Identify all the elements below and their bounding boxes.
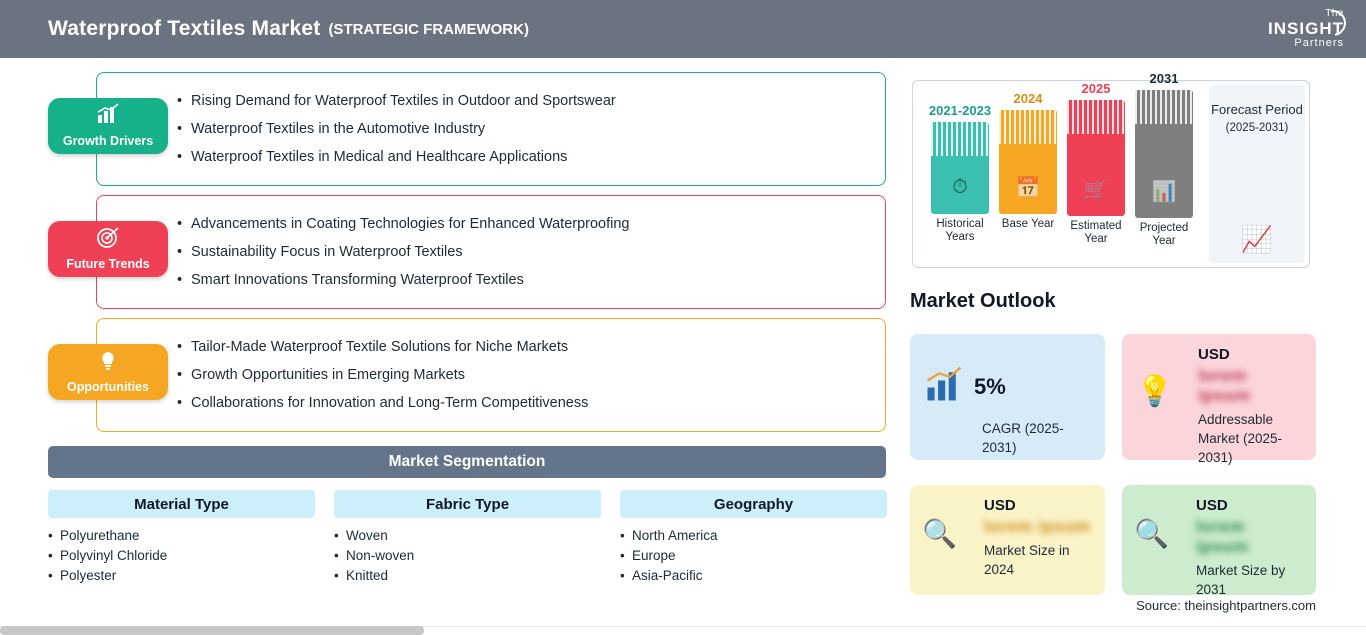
growth-drivers-pill[interactable] bbox=[48, 98, 168, 154]
year-column-estimated bbox=[1063, 81, 1129, 246]
history-clock-icon: ⏱ bbox=[952, 175, 968, 198]
forecast-range: (2025-2031) bbox=[1225, 122, 1289, 134]
bar-stripes bbox=[931, 122, 989, 156]
bottom-strip bbox=[0, 626, 1366, 635]
year-label: 2021-2023 bbox=[928, 103, 992, 118]
year-caption: Historical Years bbox=[936, 218, 984, 243]
logo-line-3: Partners bbox=[1294, 37, 1344, 49]
segment-items bbox=[620, 526, 887, 586]
list-item: • Knitted bbox=[334, 566, 601, 586]
list-item: • Woven bbox=[334, 526, 601, 546]
projection-chart-icon: 📊 bbox=[1151, 180, 1177, 203]
cagr-caption: CAGR (2025-2031) bbox=[982, 421, 1064, 455]
bar-chart-icon bbox=[924, 364, 964, 409]
year-column-base bbox=[995, 91, 1061, 231]
bar-stripes bbox=[1067, 100, 1125, 134]
opportunities-pill-label: Opportunities bbox=[67, 380, 149, 394]
logo-line-1: The bbox=[1325, 8, 1344, 19]
lightbulb-dollar-icon: 💡 bbox=[1136, 375, 1174, 408]
list-item: • Tailor-Made Waterproof Textile Solutions for Niche Markets bbox=[177, 333, 885, 361]
cagr-value: 5% bbox=[974, 373, 1006, 399]
blurred-value: lorem ipsum bbox=[984, 517, 1091, 536]
card-caption: Addressable Market (2025-2031) bbox=[1198, 412, 1283, 465]
bar-chart-growth-icon bbox=[95, 102, 121, 126]
year-label: 2025 bbox=[1081, 81, 1111, 96]
forecast-title: Forecast Period bbox=[1211, 102, 1303, 117]
bar-stripes bbox=[1135, 90, 1193, 124]
forecast-period-box bbox=[1209, 85, 1305, 263]
list-item: • Rising Demand for Waterproof Textiles in Outdoor and Sportswear bbox=[177, 87, 885, 115]
source-label: Source: theinsightpartners.com bbox=[1136, 598, 1316, 613]
future-trends-list bbox=[97, 196, 885, 308]
year-caption: Estimated Year bbox=[1070, 220, 1122, 245]
page-title: Waterproof Textiles Market bbox=[48, 17, 321, 40]
market-outlook-title: Market Outlook bbox=[910, 290, 1056, 312]
list-item: • North America bbox=[620, 526, 887, 546]
cart-chart-icon: 🛒 bbox=[1083, 178, 1109, 201]
opportunities-pill[interactable] bbox=[48, 344, 168, 400]
currency-label: USD bbox=[1198, 346, 1230, 363]
opportunities-list bbox=[97, 319, 885, 431]
analytics-people-icon: 📈 bbox=[1240, 224, 1274, 254]
year-bar bbox=[999, 110, 1057, 214]
list-item: • Polyvinyl Chloride bbox=[48, 546, 315, 566]
year-caption: Base Year bbox=[1001, 218, 1055, 230]
list-item: • Europe bbox=[620, 546, 887, 566]
company-logo bbox=[1214, 8, 1344, 52]
addressable-market-card bbox=[1122, 334, 1316, 465]
list-item: • Growth Opportunities in Emerging Markets bbox=[177, 361, 885, 389]
future-trends-pill-label: Future Trends bbox=[66, 257, 150, 271]
list-item: • Non-woven bbox=[334, 546, 601, 566]
horizontal-scrollbar[interactable] bbox=[0, 626, 424, 635]
year-column-historical bbox=[927, 103, 993, 244]
segmentation-column-geography bbox=[620, 490, 887, 586]
segment-title: Fabric Type bbox=[334, 490, 601, 518]
segmentation-column-fabric-type bbox=[334, 490, 601, 586]
segment-items bbox=[334, 526, 601, 586]
list-item: • Asia-Pacific bbox=[620, 566, 887, 586]
year-caption: Projected Year bbox=[1139, 222, 1189, 247]
growth-drivers-pill-label: Growth Drivers bbox=[62, 134, 154, 148]
segment-items bbox=[48, 526, 315, 586]
year-bar bbox=[931, 122, 989, 214]
list-item: • Smart Innovations Transforming Waterproof Textiles bbox=[177, 266, 885, 294]
page-header bbox=[0, 0, 1366, 58]
list-item: • Waterproof Textiles in Medical and Healthcare Applications bbox=[177, 143, 885, 171]
list-item: • Advancements in Coating Technologies for Enhanced Waterproofing bbox=[177, 210, 885, 238]
growth-drivers-list bbox=[97, 73, 885, 185]
list-item: • Collaborations for Innovation and Long-Term Competitiveness bbox=[177, 389, 885, 417]
list-item: • Polyester bbox=[48, 566, 315, 586]
market-size-2031-card bbox=[1122, 485, 1316, 595]
year-bar bbox=[1135, 90, 1193, 218]
market-size-2024-card bbox=[910, 485, 1105, 595]
year-column-projected bbox=[1131, 71, 1197, 248]
market-segmentation-header: Market Segmentation bbox=[48, 446, 886, 478]
segment-title: Material Type bbox=[48, 490, 315, 518]
list-item: • Sustainability Focus in Waterproof Textiles bbox=[177, 238, 885, 266]
magnifier-growth-icon: 🔍 bbox=[1134, 518, 1169, 549]
list-item: • Waterproof Textiles in the Automotive Industry bbox=[177, 115, 885, 143]
logo-line-2: INSIGHT bbox=[1268, 19, 1344, 38]
blurred-value: lorem ipsum bbox=[1198, 366, 1251, 405]
year-label: 2031 bbox=[1149, 71, 1179, 86]
year-bar bbox=[1067, 100, 1125, 216]
lightbulb-idea-icon bbox=[95, 348, 121, 372]
magnifier-dollar-icon: 🔍 bbox=[922, 518, 957, 549]
blurred-value: lorem ipsum bbox=[1196, 517, 1249, 556]
cagr-card bbox=[910, 334, 1105, 460]
currency-label: USD bbox=[1196, 497, 1228, 514]
year-label: 2024 bbox=[1013, 91, 1043, 106]
future-trends-block bbox=[96, 195, 886, 309]
growth-drivers-block bbox=[96, 72, 886, 186]
page-subtitle: (STRATEGIC FRAMEWORK) bbox=[328, 20, 529, 38]
bar-stripes bbox=[999, 110, 1057, 144]
opportunities-block bbox=[96, 318, 886, 432]
calendar-icon: 📅 bbox=[1015, 176, 1041, 199]
target-arrow-icon bbox=[95, 225, 121, 249]
currency-label: USD bbox=[984, 497, 1016, 514]
study-period-panel bbox=[912, 71, 1310, 268]
future-trends-pill[interactable] bbox=[48, 221, 168, 277]
card-caption: Market Size by 2031 bbox=[1196, 563, 1286, 597]
list-item: • Polyurethane bbox=[48, 526, 315, 546]
card-caption: Market Size in 2024 bbox=[984, 543, 1070, 577]
segment-title: Geography bbox=[620, 490, 887, 518]
segmentation-column-material-type bbox=[48, 490, 315, 586]
